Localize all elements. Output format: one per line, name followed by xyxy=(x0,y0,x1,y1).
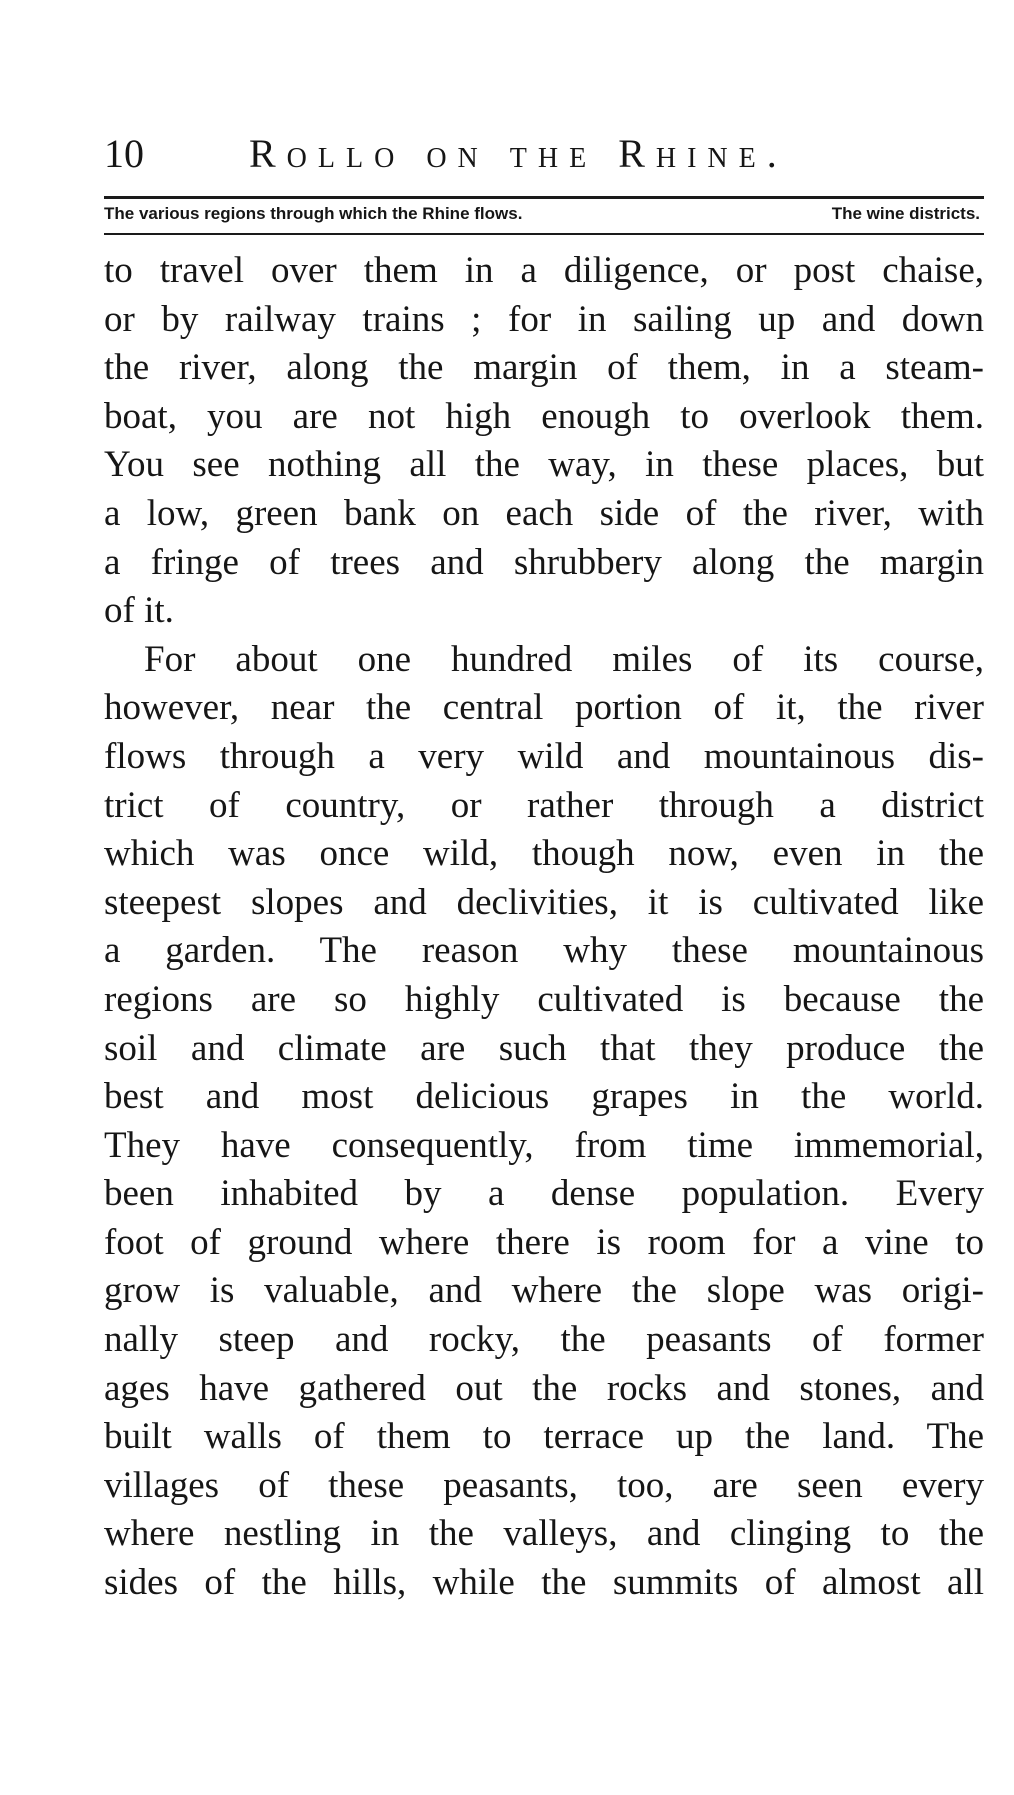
text-line: They have consequently, from time immemorial, xyxy=(104,1124,984,1166)
text-line: the river, along the margin of them, in a steam- xyxy=(104,347,984,389)
text-line: regions are so highly cultivated is because the xyxy=(104,978,984,1020)
text-line: nally steep and rocky, the peasants of former xyxy=(104,1319,984,1361)
text-line: villages of these peasants, too, are seen every xyxy=(104,1464,984,1506)
text-line: built walls of them to terrace up the land. The xyxy=(104,1416,984,1458)
text-line: or by railway trains ; for in sailing up and down xyxy=(104,298,984,340)
text-line: grow is valuable, and where the slope was origi- xyxy=(104,1270,984,1312)
text-line: a low, green bank on each side of the river, with xyxy=(104,492,984,534)
section-headline xyxy=(104,199,984,227)
text-line: For about one hundred miles of its course, xyxy=(144,638,984,680)
text-line: foot of ground where there is room for a vine to xyxy=(104,1221,984,1263)
page-number: 10 xyxy=(104,131,144,176)
text-line: flows through a very wild and mountainous dis- xyxy=(104,735,984,777)
text-line: however, near the central portion of it, the river xyxy=(104,687,984,729)
text-line: sides of the hills, while the summits of almost all xyxy=(104,1562,984,1604)
text-line: of it. xyxy=(104,590,174,632)
text-line: where nestling in the valleys, and clinging to the xyxy=(104,1513,984,1555)
headline-right: The wine districts. xyxy=(831,204,980,223)
book-page xyxy=(104,126,984,1608)
text-line: been inhabited by a dense population. Every xyxy=(104,1173,984,1215)
text-line: ages have gathered out the rocks and stones, and xyxy=(104,1367,984,1409)
paragraph-2 xyxy=(104,636,984,1608)
book-title: Rollo on the Rhine. xyxy=(249,131,788,176)
text-line: soil and climate are such that they produce the xyxy=(104,1027,984,1069)
paragraph-1 xyxy=(104,247,984,636)
text-line: a fringe of trees and shrubbery along the margin xyxy=(104,541,984,583)
text-line: best and most delicious grapes in the world. xyxy=(104,1076,984,1118)
text-line: You see nothing all the way, in these places, but xyxy=(104,444,984,486)
text-line: boat, you are not high enough to overlook them. xyxy=(104,395,984,437)
text-line: which was once wild, though now, even in the xyxy=(104,833,984,875)
running-head xyxy=(104,126,984,186)
text-line: a garden. The reason why these mountainous xyxy=(104,930,984,972)
headline-bottom-rule xyxy=(104,233,984,235)
text-line: trict of country, or rather through a district xyxy=(104,784,984,826)
text-line: steepest slopes and declivities, it is cultivated like xyxy=(104,881,984,923)
text-line: to travel over them in a diligence, or post chaise, xyxy=(104,250,984,291)
body-text xyxy=(104,247,984,1608)
headline-left: The various regions through which the Rhine flows. xyxy=(104,204,523,223)
